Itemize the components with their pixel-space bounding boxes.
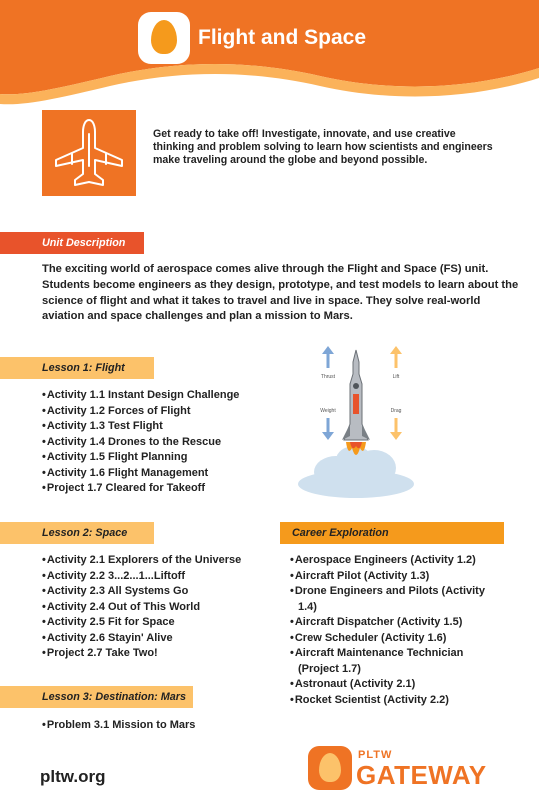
pltw-logo-icon	[138, 12, 190, 64]
thrust-label: Thrust	[320, 374, 336, 380]
drag-label: Drag	[390, 408, 402, 414]
lesson3-list	[42, 718, 195, 734]
list-item: • Project 2.7 Take Two!	[42, 646, 241, 662]
brand-small-text: PLTW	[358, 749, 393, 761]
list-item: • Activity 2.3 All Systems Go	[42, 584, 241, 600]
list-item: • Activity 2.2 3...2...1...Liftoff	[42, 569, 241, 585]
list-item: • Activity 1.6 Flight Management	[42, 466, 239, 482]
intro-text: Get ready to take off! Investigate, innovate, and use creative thinking and problem solving to learn how scientists and engineers make traveling around the globe and beyond possible.	[153, 128, 493, 166]
list-item: • Activity 2.1 Explorers of the Universe	[42, 553, 241, 569]
list-item: • Activity 1.5 Flight Planning	[42, 450, 239, 466]
lesson2-heading: Lesson 2: Space	[0, 522, 154, 544]
career-list	[290, 553, 490, 708]
lift-label: Lift	[392, 374, 400, 380]
airplane-icon	[42, 110, 136, 196]
brand-big-text: GATEWAY	[356, 760, 487, 790]
list-item: • Activity 1.4 Drones to the Rescue	[42, 435, 239, 451]
lesson3-heading: Lesson 3: Destination: Mars	[0, 686, 193, 708]
list-item: • Aircraft Dispatcher (Activity 1.5)	[290, 615, 490, 631]
list-item: • Activity 1.2 Forces of Flight	[42, 404, 239, 420]
list-item: • Rocket Scientist (Activity 2.2)	[290, 693, 490, 709]
list-item: • Aerospace Engineers (Activity 1.2)	[290, 553, 490, 569]
page-title: Flight and Space	[198, 26, 367, 49]
list-item: • Aircraft Maintenance Technician (Project 1.7)	[290, 646, 490, 677]
unit-description-heading: Unit Description	[0, 232, 144, 254]
lesson1-heading: Lesson 1: Flight	[0, 357, 154, 379]
list-item: • Activity 1.1 Instant Design Challenge	[42, 388, 239, 404]
list-item: • Activity 2.6 Stayin' Alive	[42, 631, 241, 647]
list-item: • Activity 1.3 Test Flight	[42, 419, 239, 435]
list-item: • Activity 2.4 Out of This World	[42, 600, 241, 616]
header-banner	[0, 0, 539, 108]
list-item: • Problem 3.1 Mission to Mars	[42, 718, 195, 734]
list-item: • Astronaut (Activity 2.1)	[290, 677, 490, 693]
footer-url-link[interactable]: pltw.org	[40, 767, 106, 786]
list-item: • Aircraft Pilot (Activity 1.3)	[290, 569, 490, 585]
weight-label: Weight	[320, 408, 336, 414]
lesson1-list	[42, 388, 239, 497]
rocket-forces-illustration	[296, 344, 416, 502]
list-item: • Project 1.7 Cleared for Takeoff	[42, 481, 239, 497]
career-heading: Career Exploration	[280, 522, 504, 544]
unit-description-body: The exciting world of aerospace comes alive through the Flight and Space (FS) unit. Students become engineers as they design, prototype, and test models to learn about the science of flight and what it takes to travel and live in space. They solve real-world aviation and space challenges and plan a mission to Mars.	[42, 263, 519, 323]
pltw-gateway-logo-icon	[308, 746, 352, 790]
header-wave-bg	[0, 0, 539, 108]
list-item: • Activity 2.5 Fit for Space	[42, 615, 241, 631]
lesson2-list	[42, 553, 241, 662]
list-item: • Crew Scheduler (Activity 1.6)	[290, 631, 490, 647]
list-item: • Drone Engineers and Pilots (Activity 1.4)	[290, 584, 490, 615]
